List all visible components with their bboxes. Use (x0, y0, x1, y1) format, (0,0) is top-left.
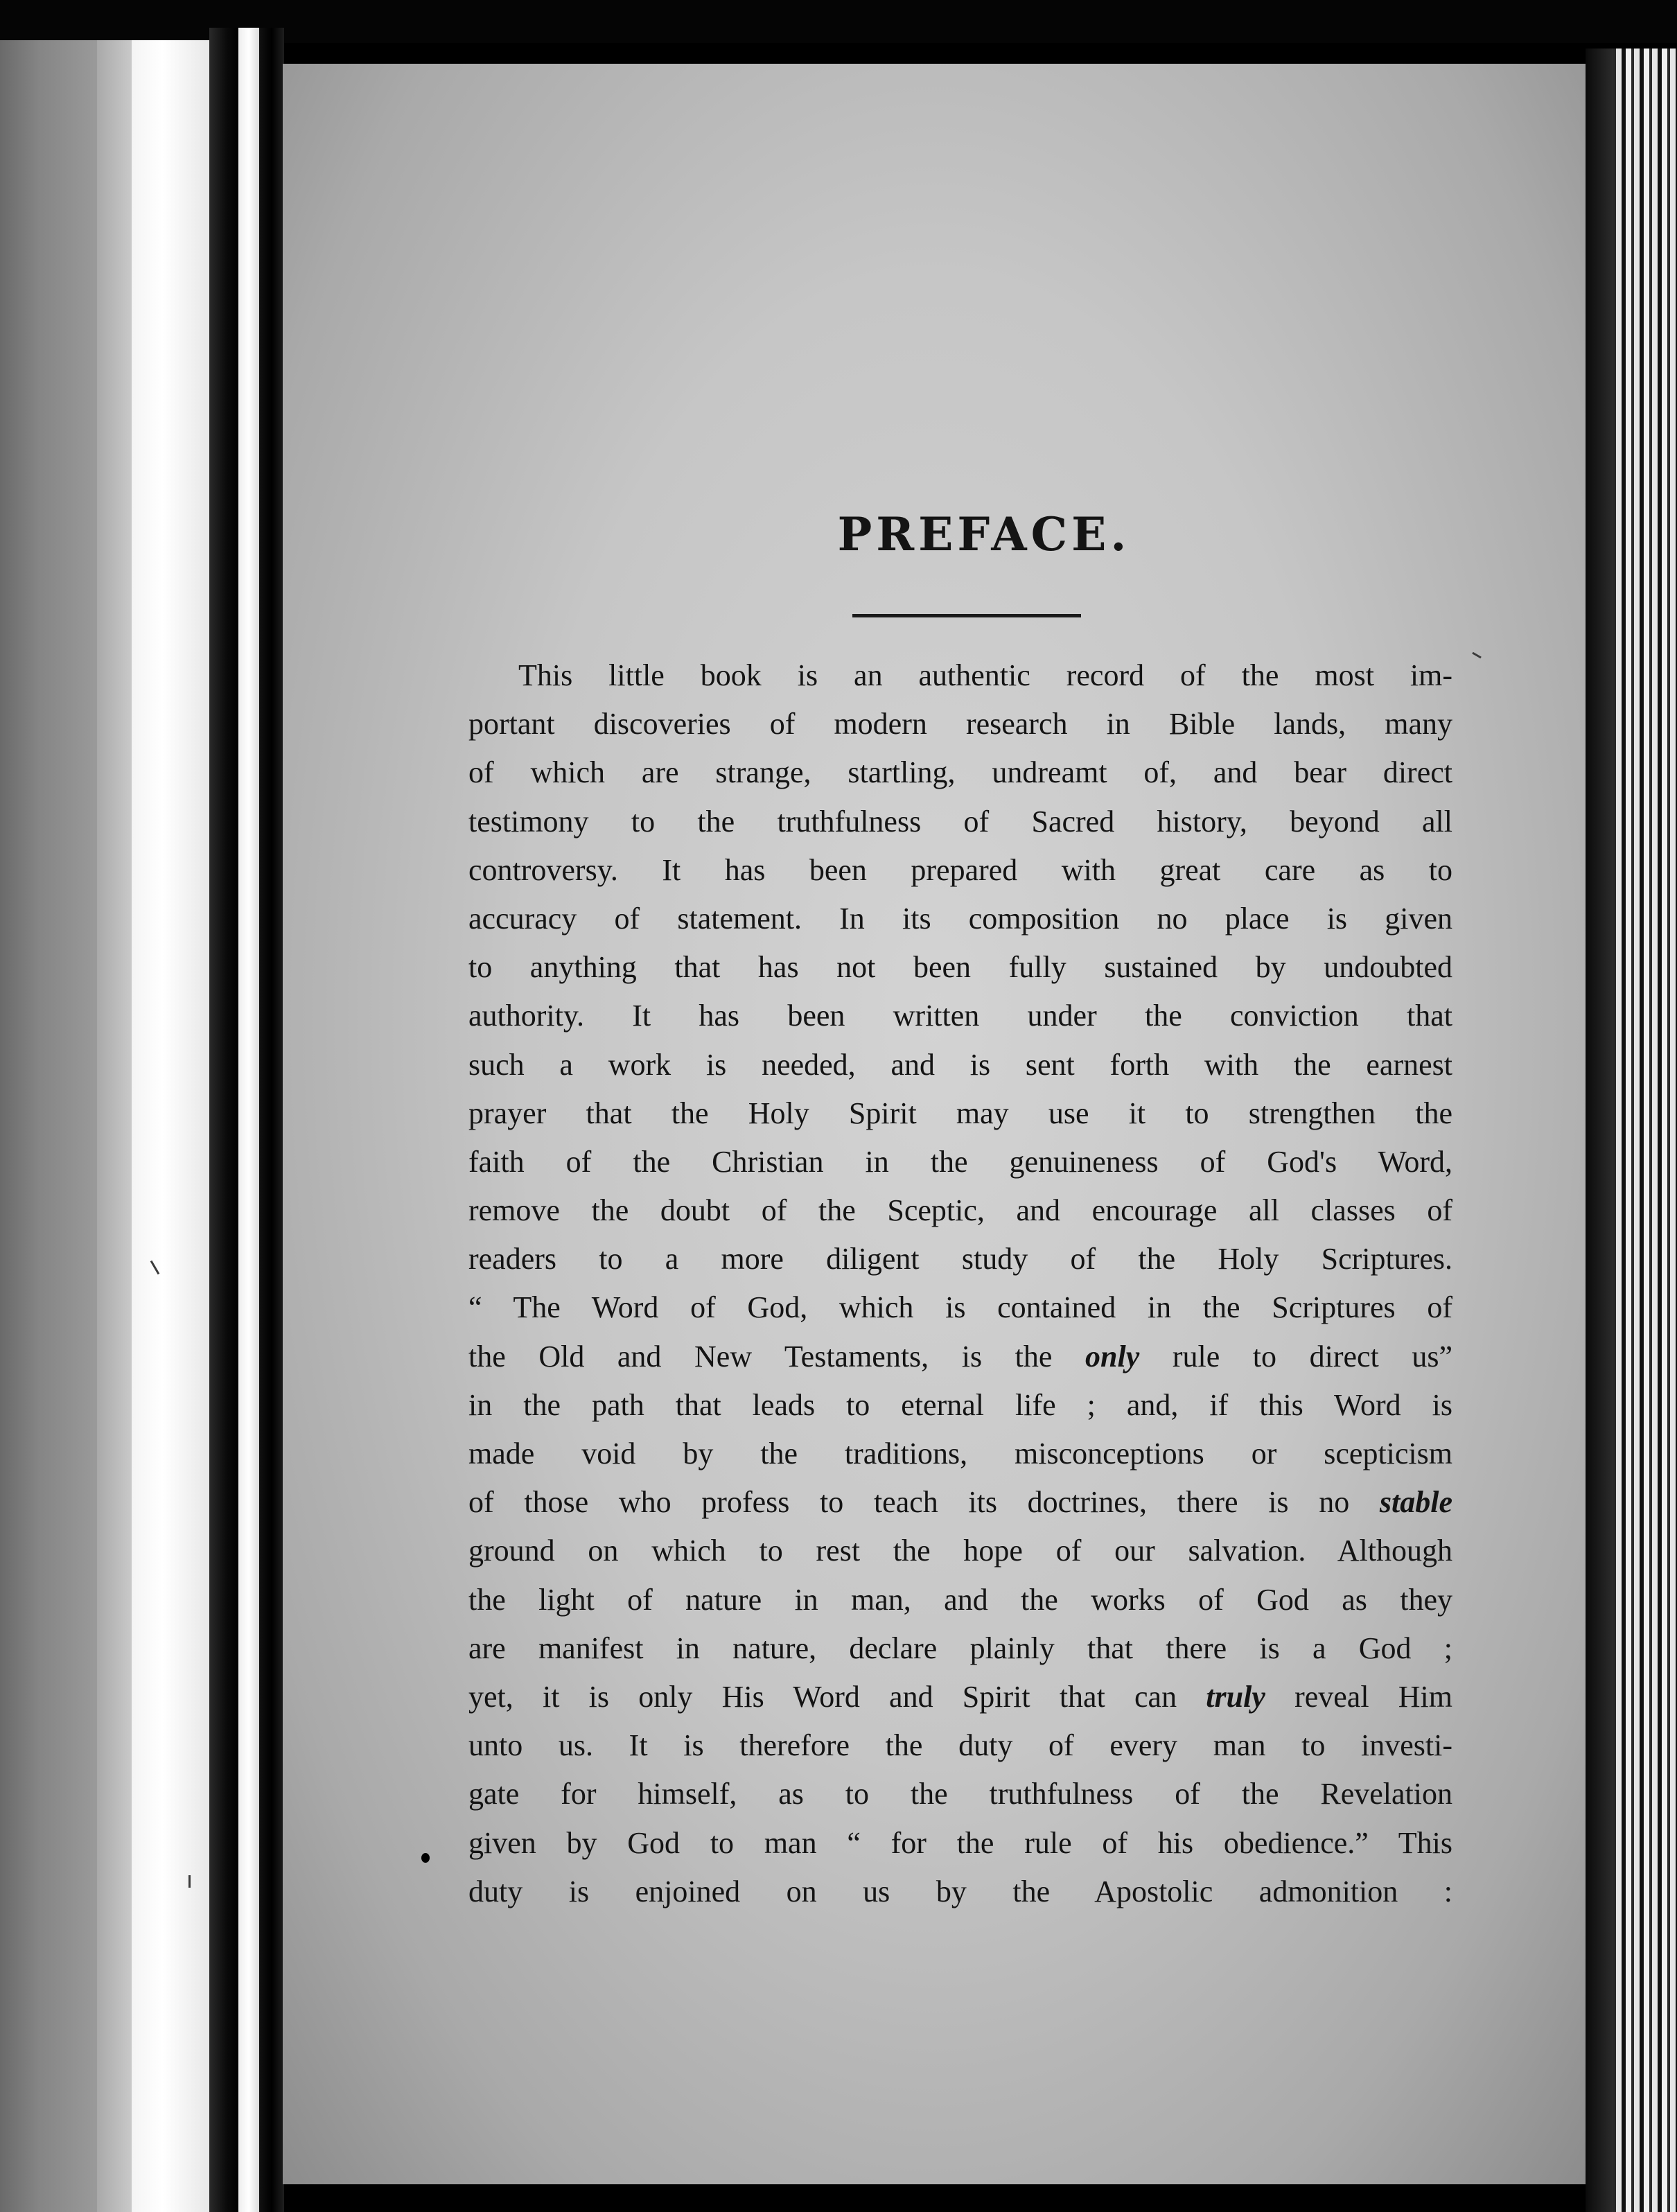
text-line: gate for himself, as to the truthfulness of the Revelation (468, 1777, 1452, 1811)
text-segment: reveal Him (1294, 1679, 1452, 1714)
text-segment: the Old and New Testaments, is the (468, 1339, 1053, 1373)
text-line: made void by the traditions, misconceptions or scepticism (468, 1437, 1452, 1471)
text-line: readers to a more diligent study of the Holy Scriptures. (468, 1242, 1452, 1276)
text-line: the light of nature in man, and the works of God as they (468, 1582, 1452, 1617)
facing-page-edge (132, 40, 209, 2212)
text-line: unto us. It is therefore the duty of every man to investi- (468, 1728, 1452, 1763)
text-line: in the path that leads to eternal life ; and, if this Word is (468, 1387, 1452, 1422)
italic-word: truly (1206, 1679, 1265, 1714)
page-title: PREFACE. (837, 507, 1131, 561)
text-line: controversy. It has been prepared with great care as to (468, 852, 1452, 887)
gutter-highlight (238, 28, 259, 2212)
text-line: duty is enjoined on us by the Apostolic admonition : (468, 1874, 1452, 1908)
text-line-with-italic (468, 1333, 1452, 1381)
italic-word: only (1085, 1339, 1140, 1373)
text-line: testimony to the truthfulness of Sacred history, beyond all (468, 804, 1452, 839)
book-gutter (209, 28, 238, 2212)
facing-page-margin (97, 40, 132, 2212)
text-line: to anything that has not been fully sustained by undoubted (468, 950, 1452, 985)
text-line: given by God to man “ for the rule of his obedience.” This (468, 1825, 1452, 1860)
text-line: remove the doubt of the Sceptic, and encourage all classes of (468, 1193, 1452, 1228)
gutter-shadow (259, 28, 284, 2212)
text-line: are manifest in nature, declare plainly that there is a God ; (468, 1631, 1452, 1665)
fore-edge-shadow (1586, 49, 1613, 2212)
facing-page (0, 40, 97, 2212)
ink-spot (421, 1853, 430, 1863)
text-line: faith of the Christian in the genuineness of God's Word, (468, 1144, 1452, 1179)
text-line: such a work is needed, and is sent forth with the earnest (468, 1047, 1452, 1082)
text-line: This little book is an authentic record of the most im- (518, 658, 1452, 692)
text-segment: yet, it is only His Word and Spirit that can (468, 1679, 1177, 1714)
text-line: prayer that the Holy Spirit may use it to strengthen the (468, 1096, 1452, 1130)
text-line-with-italic (468, 1478, 1452, 1527)
text-line: accuracy of statement. In its composition no place is given (468, 901, 1452, 936)
dust-speck (188, 1875, 191, 1888)
title-rule (852, 614, 1081, 617)
text-line: “ The Word of God, which is contained in the Scriptures of (468, 1290, 1452, 1325)
text-segment: rule to direct us” (1172, 1339, 1452, 1373)
text-line: portant discoveries of modern research in Bible lands, many (468, 707, 1452, 741)
italic-word: stable (1379, 1485, 1453, 1520)
text-line-with-italic (468, 1673, 1452, 1721)
text-line: authority. It has been written under the conviction that (468, 999, 1452, 1033)
text-line: of which are strange, startling, undreamt of, and bear direct (468, 755, 1452, 790)
text-segment: of those who profess to teach its doctrines, there is no (468, 1485, 1350, 1520)
preface-body (468, 651, 1452, 1916)
text-line: ground on which to rest the hope of our salvation. Although (468, 1534, 1452, 1568)
